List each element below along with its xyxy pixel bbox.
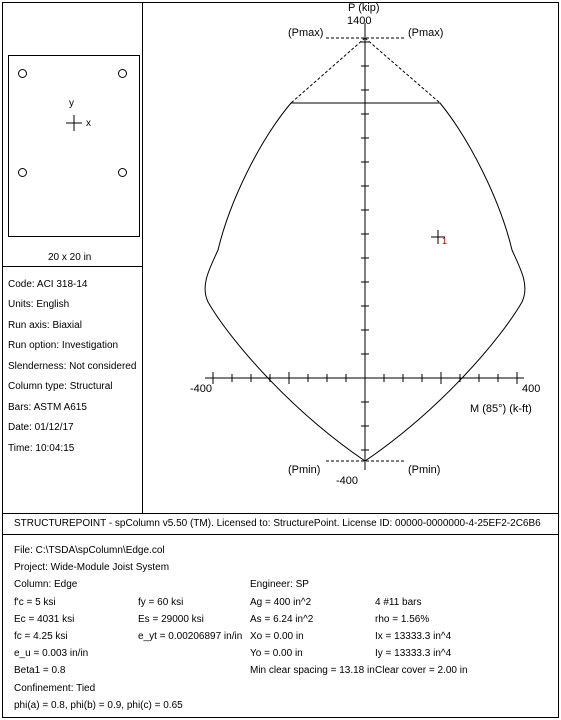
m-axis-label: M (85°) (k-ft) <box>470 403 532 415</box>
summary-as: As = 6.24 in^2 <box>250 614 314 625</box>
license-text: STRUCTUREPOINT - spColumn v5.50 (TM). Licensed to: StructurePoint. License ID: 00000-0000000-4-25EF2-2C6B6 <box>14 518 541 529</box>
m-right-tick-label: 400 <box>522 383 541 395</box>
summary-rho: rho = 1.56% <box>375 614 430 625</box>
pmax-cutoff-right <box>365 38 440 103</box>
summary-e-u: e_u = 0.003 in/in <box>14 648 89 659</box>
info-date: Date: 01/12/17 <box>8 422 74 433</box>
info-run-option: Run option: Investigation <box>8 340 119 351</box>
section-axis-y: y <box>69 98 74 109</box>
info-slenderness: Slenderness: Not considered <box>8 361 137 372</box>
load-point-label: 1 <box>442 236 448 246</box>
p-min-tick-label: -400 <box>336 475 359 487</box>
info-time: Time: 10:04:15 <box>8 443 75 454</box>
summary-project: Project: Wide-Module Joist System <box>14 562 170 573</box>
summary-fc: f'c = 5 ksi <box>14 597 56 608</box>
summary-confinement: Confinement: Tied <box>14 683 96 694</box>
pmax-left-label: (Pmax) <box>288 27 324 39</box>
summary-bars: 4 #11 bars <box>375 597 422 608</box>
summary-clear-cover: Clear cover = 2.00 in <box>375 665 468 676</box>
pmin-left-label: (Pmin) <box>288 464 321 476</box>
summary-fc-reduced: fc = 4.25 ksi <box>14 631 68 642</box>
summary-engineer: Engineer: SP <box>250 579 309 590</box>
summary-min-spacing: Min clear spacing = 13.18 in <box>250 665 375 676</box>
info-units: Units: English <box>8 299 70 310</box>
summary-beta1: Beta1 = 0.8 <box>14 665 66 676</box>
summary-file: File: C:\TSDA\spColumn\Edge.col <box>14 545 165 556</box>
summary-es: Es = 29000 ksi <box>138 614 204 625</box>
section-size-label: 20 x 20 in <box>48 252 92 263</box>
m-left-tick-label: -400 <box>190 383 213 395</box>
section-axis-x: x <box>86 118 91 129</box>
summary-ix: Ix = 13333.3 in^4 <box>375 631 452 642</box>
pmin-right-label: (Pmin) <box>408 464 441 476</box>
summary-e-yt: e_yt = 0.00206897 in/in <box>138 631 243 642</box>
summary-column: Column: Edge <box>14 579 78 590</box>
p-axis-label: P (kip) <box>348 2 380 14</box>
p-max-tick-label: 1400 <box>347 15 372 27</box>
license-divider-bottom <box>2 534 559 535</box>
license-divider-top <box>2 513 559 514</box>
pmax-right-label: (Pmax) <box>408 27 444 39</box>
summary-fy: fy = 60 ksi <box>138 597 184 608</box>
summary-phi: phi(a) = 0.8, phi(b) = 0.9, phi(c) = 0.65 <box>14 700 183 711</box>
info-bars: Bars: ASTM A615 <box>8 402 87 413</box>
info-code: Code: ACI 318-14 <box>8 279 88 290</box>
summary-xo: Xo = 0.00 in <box>250 631 304 642</box>
summary-iy: Iy = 13333.3 in^4 <box>375 648 452 659</box>
pmax-cutoff-left <box>291 38 365 103</box>
summary-ec: Ec = 4031 ksi <box>14 614 75 625</box>
summary-yo: Yo = 0.00 in <box>250 648 303 659</box>
info-run-axis: Run axis: Biaxial <box>8 320 82 331</box>
info-column-type: Column type: Structural <box>8 381 113 392</box>
summary-ag: Ag = 400 in^2 <box>250 597 312 608</box>
